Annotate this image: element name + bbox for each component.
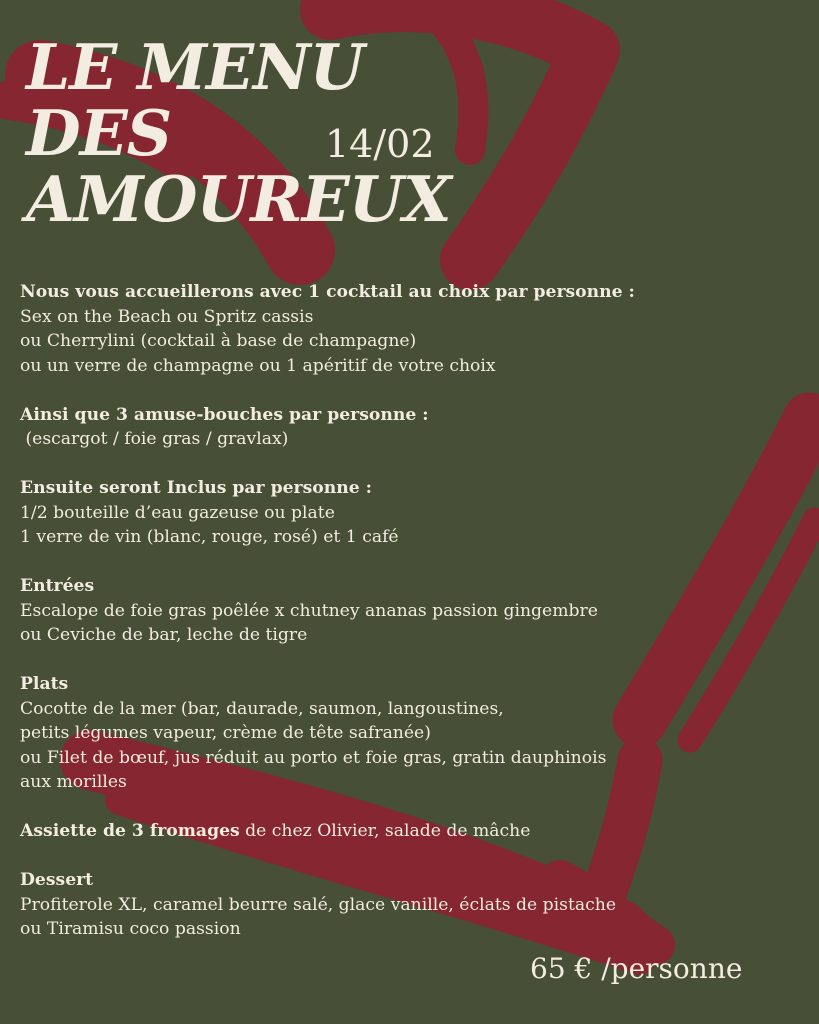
title-line-1: LE MENU: [26, 30, 364, 104]
price-per-person: 65 € /personne: [530, 952, 743, 985]
fromages-description: de chez Olivier, salade de mâche: [239, 821, 531, 841]
menu-content: [20, 280, 810, 966]
section-welcome-cocktail: [20, 280, 810, 378]
section-dessert: [20, 868, 810, 942]
section-heading: Entrées: [20, 576, 95, 596]
section-heading: Plats: [20, 674, 69, 694]
section-heading: Ensuite seront Inclus par personne :: [20, 478, 372, 498]
menu-line: aux morilles: [20, 772, 127, 792]
section-heading: Ainsi que 3 amuse-bouches par personne :: [20, 404, 429, 425]
section-heading: Nous vous accueillerons avec 1 cocktail au choix par personne :: [20, 282, 635, 302]
menu-line: ou Filet de bœuf, jus réduit au porto et foie gras, gratin dauphinois: [20, 747, 607, 768]
menu-line: Cocotte de la mer (bar, daurade, saumon, langoustines,: [20, 698, 504, 719]
menu-line: 1 verre de vin (blanc, rouge, rosé) et 1 café: [20, 527, 399, 547]
menu-line: Sex on the Beach ou Spritz cassis: [20, 306, 314, 327]
section-plats: [20, 672, 810, 795]
menu-line: [20, 819, 810, 844]
menu-line: (escargot / foie gras / gravlax): [20, 429, 289, 449]
menu-line: ou Ceviche de bar, leche de tigre: [20, 625, 308, 645]
section-included: [20, 476, 810, 550]
section-heading: Dessert: [20, 870, 94, 890]
menu-line: Profiterole XL, caramel beurre salé, glace vanille, éclats de pistache: [20, 894, 617, 915]
section-entrees: [20, 574, 810, 648]
section-amuse-bouches: [20, 403, 810, 452]
menu-line: ou Tiramisu coco passion: [20, 919, 241, 939]
menu-line: ou Cherrylini (cocktail à base de champagne): [20, 331, 417, 351]
menu-line: petits légumes vapeur, crème de tête safranée): [20, 723, 431, 743]
title-line-2: DES: [26, 96, 172, 170]
title-line-3: AMOUREUX: [26, 162, 451, 236]
section-fromages: [20, 819, 810, 844]
menu-date: 14/02: [325, 122, 435, 166]
section-heading: Assiette de 3 fromages: [20, 821, 240, 841]
menu-line: Escalope de foie gras poêlée x chutney ananas passion gingembre: [20, 600, 598, 621]
menu-line: ou un verre de champagne ou 1 apéritif de votre choix: [20, 355, 496, 376]
menu-line: 1/2 bouteille d’eau gazeuse ou plate: [20, 502, 335, 523]
